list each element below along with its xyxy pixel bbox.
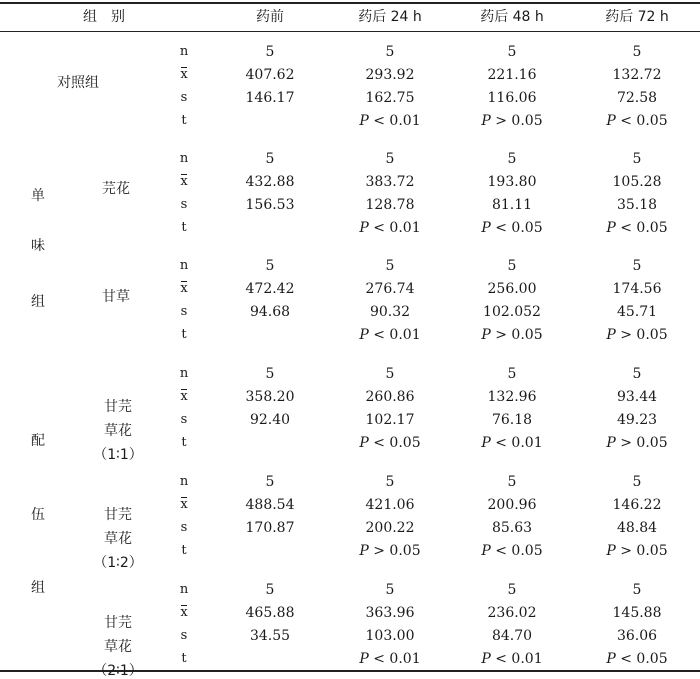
stat-label-text: n <box>179 474 189 489</box>
p-value: < 0.01 <box>373 327 421 343</box>
header-col-48h: 药后 48 h <box>480 9 544 25</box>
category-combo-char: 配 <box>31 433 45 449</box>
p-value: < 0.01 <box>373 113 421 129</box>
value-cell-x: 93.44 <box>616 389 658 405</box>
p-value: < 0.05 <box>495 220 543 236</box>
p-symbol: P <box>359 543 369 559</box>
value-cell-n: 5 <box>385 582 395 598</box>
value-cell-n: 5 <box>385 258 395 274</box>
value-cell-s: 49.23 <box>616 412 658 428</box>
group-name-line: 甘芫 <box>104 507 132 523</box>
p-value: > 0.05 <box>620 327 668 343</box>
value-cell-s: 102.052 <box>483 304 541 320</box>
p-value: < 0.01 <box>373 220 421 236</box>
p-value-cell <box>452 543 572 559</box>
value-cell-n: 5 <box>507 44 517 60</box>
value-cell-x: 407.62 <box>245 67 295 83</box>
value-cell-n: 5 <box>507 151 517 167</box>
value-cell-n: 5 <box>632 366 642 382</box>
stat-label-text: s <box>180 304 188 319</box>
stat-label-x <box>174 497 194 513</box>
value-cell-s: 36.06 <box>616 628 658 644</box>
value-cell-n: 5 <box>265 474 275 490</box>
value-cell-x: 421.06 <box>365 497 415 513</box>
p-symbol: P <box>481 327 491 343</box>
stat-label-t <box>174 220 194 236</box>
p-value: > 0.05 <box>495 327 543 343</box>
p-value-cell <box>452 113 572 129</box>
stat-label-t <box>174 327 194 343</box>
header-col-72h: 药后 72 h <box>605 9 669 25</box>
stat-label-n <box>174 44 194 60</box>
value-cell-n: 5 <box>265 582 275 598</box>
value-cell-s: 34.55 <box>249 628 291 644</box>
p-symbol: P <box>606 435 616 451</box>
p-symbol: P <box>481 435 491 451</box>
value-cell-s: 85.63 <box>491 520 533 536</box>
value-cell-x: 472.42 <box>245 281 295 297</box>
group-name-line: 草花 <box>104 531 132 547</box>
p-value-cell <box>452 220 572 236</box>
p-value: < 0.05 <box>620 113 668 129</box>
p-value-cell <box>330 543 450 559</box>
stat-label-text: x <box>180 281 188 296</box>
value-cell-n: 5 <box>385 366 395 382</box>
p-value-cell <box>577 327 697 343</box>
p-value-cell <box>330 220 450 236</box>
p-value: > 0.05 <box>495 113 543 129</box>
p-value-cell <box>330 651 450 667</box>
stat-label-t <box>174 113 194 129</box>
value-cell-n: 5 <box>385 151 395 167</box>
category-combo-char: 伍 <box>31 507 45 523</box>
stat-label-text: s <box>180 412 188 427</box>
p-symbol: P <box>606 220 616 236</box>
value-cell-n: 5 <box>385 474 395 490</box>
value-cell-x: 132.72 <box>612 67 662 83</box>
category-combo-char: 组 <box>31 580 45 596</box>
value-cell-s: 156.53 <box>245 197 295 213</box>
stat-label-s <box>174 520 194 536</box>
value-cell-x: 465.88 <box>245 605 295 621</box>
value-cell-s: 146.17 <box>245 90 295 106</box>
p-value-cell <box>330 435 450 451</box>
group-name-line: （2∶1） <box>93 663 143 679</box>
value-cell-s: 116.06 <box>487 90 537 106</box>
value-cell-x: 293.92 <box>365 67 415 83</box>
value-cell-x: 221.16 <box>487 67 537 83</box>
p-symbol: P <box>359 651 369 667</box>
value-cell-n: 5 <box>265 366 275 382</box>
value-cell-x: 105.28 <box>612 174 662 190</box>
stat-label-t <box>174 543 194 559</box>
stat-label-text: s <box>180 90 188 105</box>
stat-label-s <box>174 304 194 320</box>
category-single-char: 味 <box>31 238 45 254</box>
p-symbol: P <box>606 327 616 343</box>
value-cell-x: 146.22 <box>612 497 662 513</box>
stat-label-text: n <box>179 366 189 381</box>
value-cell-s: 102.17 <box>365 412 415 428</box>
value-cell-x: 193.80 <box>487 174 537 190</box>
group-name: 对照组 <box>57 75 99 91</box>
group-name-line: 草花 <box>104 639 132 655</box>
p-value-cell <box>330 113 450 129</box>
stat-label-text: n <box>179 582 189 597</box>
stat-label-s <box>174 628 194 644</box>
value-cell-n: 5 <box>507 582 517 598</box>
stat-label-x <box>174 67 194 83</box>
p-symbol: P <box>606 651 616 667</box>
p-value-cell <box>577 435 697 451</box>
p-value: > 0.05 <box>620 543 668 559</box>
p-value-cell <box>577 543 697 559</box>
value-cell-s: 162.75 <box>365 90 415 106</box>
stat-label-n <box>174 258 194 274</box>
p-value: < 0.01 <box>495 435 543 451</box>
value-cell-s: 103.00 <box>365 628 415 644</box>
value-cell-n: 5 <box>632 258 642 274</box>
stat-label-x <box>174 174 194 190</box>
stat-label-text: t <box>181 327 187 342</box>
group-name-line: 甘芫 <box>104 615 132 631</box>
value-cell-s: 45.71 <box>616 304 658 320</box>
p-symbol: P <box>481 651 491 667</box>
stat-label-n <box>174 474 194 490</box>
group-name-line: 甘芫 <box>104 399 132 415</box>
stat-label-s <box>174 90 194 106</box>
stat-label-text: s <box>180 520 188 535</box>
stat-label-text: n <box>179 151 189 166</box>
stat-label-n <box>174 366 194 382</box>
p-symbol: P <box>481 113 491 129</box>
group-name-line: （1∶1） <box>93 447 143 463</box>
stat-label-t <box>174 435 194 451</box>
value-cell-n: 5 <box>385 44 395 60</box>
value-cell-n: 5 <box>632 474 642 490</box>
value-cell-s: 35.18 <box>616 197 658 213</box>
header-group-label: 组 别 <box>83 9 125 25</box>
p-value: < 0.05 <box>373 435 421 451</box>
value-cell-x: 383.72 <box>365 174 415 190</box>
value-cell-n: 5 <box>632 151 642 167</box>
p-value-cell <box>452 435 572 451</box>
value-cell-n: 5 <box>265 258 275 274</box>
value-cell-s: 200.22 <box>365 520 415 536</box>
stat-label-x <box>174 281 194 297</box>
category-single-char: 组 <box>31 294 45 310</box>
stat-label-n <box>174 582 194 598</box>
stat-label-text: x <box>180 67 188 82</box>
value-cell-x: 276.74 <box>365 281 415 297</box>
p-value: > 0.05 <box>373 543 421 559</box>
stat-label-text: x <box>180 389 188 404</box>
value-cell-x: 174.56 <box>612 281 662 297</box>
stat-label-text: s <box>180 628 188 643</box>
stat-label-text: t <box>181 651 187 666</box>
value-cell-x: 236.02 <box>487 605 537 621</box>
p-value-cell <box>577 113 697 129</box>
value-cell-s: 72.58 <box>616 90 658 106</box>
value-cell-n: 5 <box>265 44 275 60</box>
p-symbol: P <box>359 220 369 236</box>
stat-label-t <box>174 651 194 667</box>
p-value-cell <box>330 327 450 343</box>
top-rule <box>0 2 700 4</box>
p-value: > 0.05 <box>620 435 668 451</box>
stat-label-text: x <box>180 605 188 620</box>
p-value: < 0.05 <box>620 651 668 667</box>
stat-label-text: t <box>181 435 187 450</box>
group-name: 芫花 <box>102 181 130 197</box>
p-value-cell <box>452 327 572 343</box>
value-cell-x: 363.96 <box>365 605 415 621</box>
header-rule <box>0 31 700 32</box>
value-cell-s: 92.40 <box>249 412 291 428</box>
stat-label-text: n <box>179 44 189 59</box>
value-cell-n: 5 <box>507 366 517 382</box>
p-symbol: P <box>359 113 369 129</box>
value-cell-x: 256.00 <box>487 281 537 297</box>
p-value: < 0.05 <box>620 220 668 236</box>
value-cell-x: 432.88 <box>245 174 295 190</box>
stat-label-text: t <box>181 113 187 128</box>
value-cell-x: 260.86 <box>365 389 415 405</box>
stat-label-text: t <box>181 220 187 235</box>
p-symbol: P <box>359 327 369 343</box>
stat-label-x <box>174 605 194 621</box>
stat-label-text: x <box>180 174 188 189</box>
p-value: < 0.01 <box>373 651 421 667</box>
value-cell-x: 200.96 <box>487 497 537 513</box>
value-cell-x: 358.20 <box>245 389 295 405</box>
group-name: 甘草 <box>102 289 130 305</box>
p-symbol: P <box>606 543 616 559</box>
value-cell-s: 170.87 <box>245 520 295 536</box>
p-value-cell <box>452 651 572 667</box>
p-value-cell <box>577 220 697 236</box>
stat-label-n <box>174 151 194 167</box>
value-cell-n: 5 <box>632 582 642 598</box>
value-cell-n: 5 <box>507 474 517 490</box>
value-cell-s: 94.68 <box>249 304 291 320</box>
value-cell-s: 48.84 <box>616 520 658 536</box>
group-name-line: （1∶2） <box>93 555 143 571</box>
value-cell-s: 84.70 <box>491 628 533 644</box>
header-col-before: 药前 <box>256 9 284 25</box>
header-col-24h: 药后 24 h <box>358 9 422 25</box>
p-symbol: P <box>481 220 491 236</box>
value-cell-s: 76.18 <box>491 412 533 428</box>
value-cell-s: 128.78 <box>365 197 415 213</box>
value-cell-n: 5 <box>265 151 275 167</box>
stat-label-x <box>174 389 194 405</box>
p-symbol: P <box>481 543 491 559</box>
value-cell-x: 132.96 <box>487 389 537 405</box>
p-value-cell <box>577 651 697 667</box>
value-cell-n: 5 <box>507 258 517 274</box>
stat-label-text: n <box>179 258 189 273</box>
stat-label-text: t <box>181 543 187 558</box>
value-cell-x: 145.88 <box>612 605 662 621</box>
p-value: < 0.05 <box>495 543 543 559</box>
p-symbol: P <box>606 113 616 129</box>
p-value: < 0.01 <box>495 651 543 667</box>
value-cell-s: 90.32 <box>369 304 411 320</box>
p-symbol: P <box>359 435 369 451</box>
value-cell-x: 488.54 <box>245 497 295 513</box>
stat-label-s <box>174 197 194 213</box>
stat-label-s <box>174 412 194 428</box>
stat-label-text: x <box>180 497 188 512</box>
stat-label-text: s <box>180 197 188 212</box>
group-name-line: 草花 <box>104 423 132 439</box>
value-cell-s: 81.11 <box>491 197 533 213</box>
value-cell-n: 5 <box>632 44 642 60</box>
category-single-char: 单 <box>31 188 45 204</box>
